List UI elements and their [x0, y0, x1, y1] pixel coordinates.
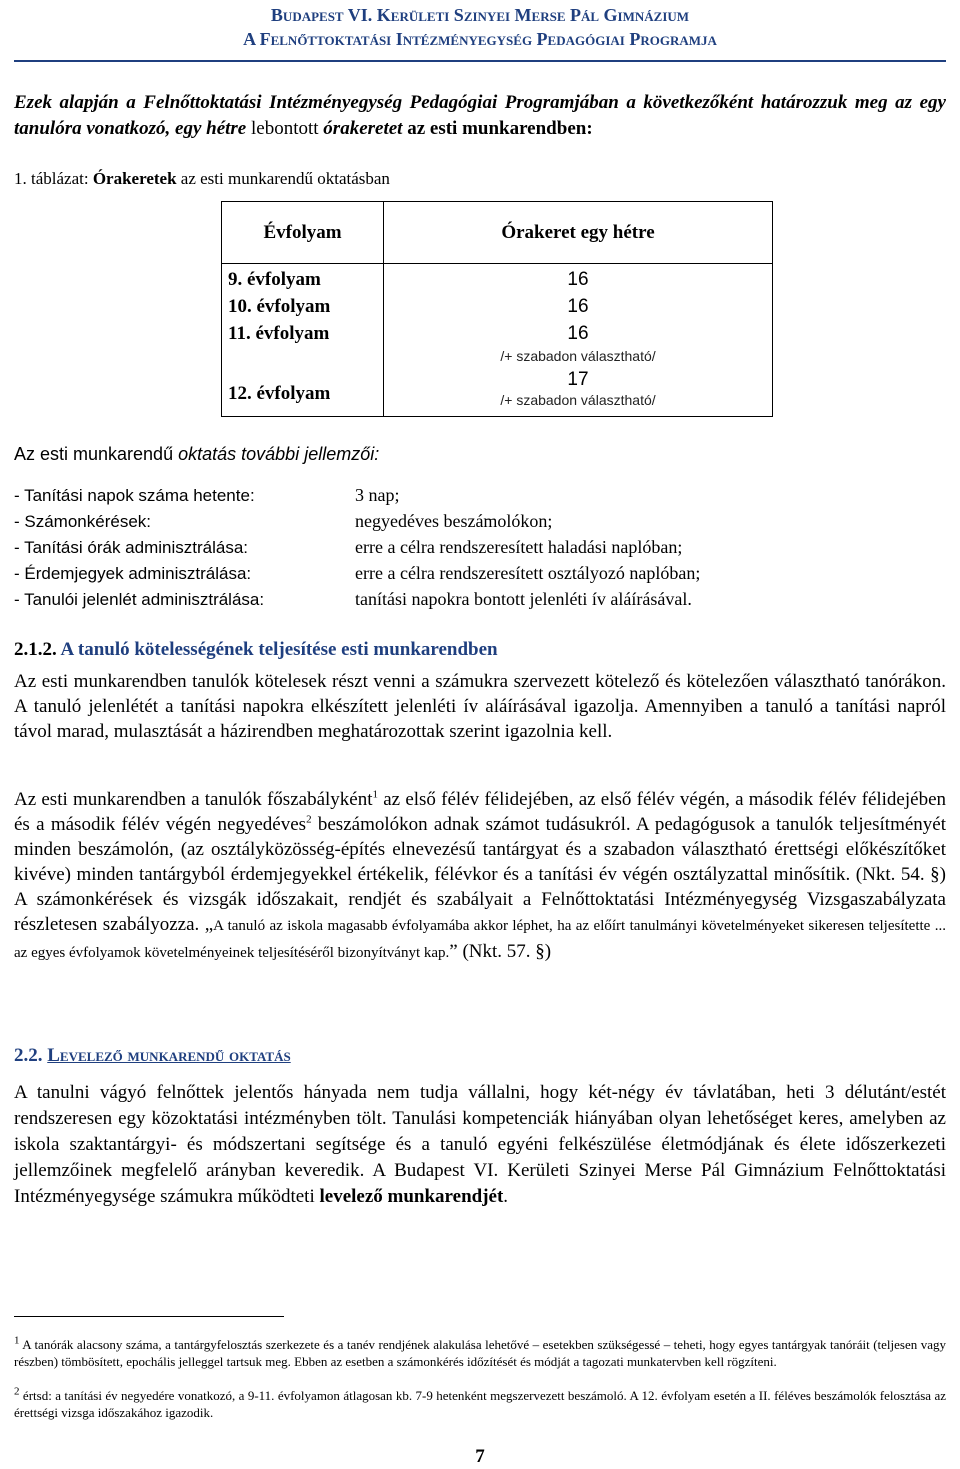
feature-value: erre a célra rendszeresített osztályozó naplóban; [355, 563, 701, 583]
hours-list [384, 264, 772, 409]
features-title-a: Az esti munkarendű [14, 444, 174, 464]
section-title: A tanuló kötelességének teljesítése esti munkarendben [60, 639, 498, 660]
table-row-hours: 16 [567, 296, 589, 317]
intro-part-1: Ezek alapján a Felnőttoktatási Intézményegység Pedagógiai Programjában a következőként határozzuk meg az egy tanulóra vonatkozó, egy hétre [14, 92, 946, 139]
table-row-grade: 10. évfolyam [228, 296, 331, 317]
footnote-1 [14, 1336, 946, 1370]
footnote-number: 2 [14, 1385, 20, 1398]
intro-part-3: órakeretet [323, 118, 403, 139]
hours-table [221, 201, 773, 417]
footnote-text: A tanórák alacsony száma, a tantárgyfelosztás szerkezete és a tanév rendjének alakulása lehetővé – esetekben szükségessé – teheti, hogy egyes tantárgyak tanóráit (teljesen vagy részben) tömbösített, epochális jelleggel tartsuk meg. Ebben az esetben a számonkérés időzítését és módját a tagozati munkatervben kell rögzíteni. [14, 1337, 946, 1369]
feature-label: - Tanulói jelenlét adminisztrálása: [14, 590, 265, 609]
feature-label: - Tanítási napok száma hetente: [14, 486, 255, 505]
footnote-text: értsd: a tanítási év negyedére vonatkozó, a 9-11. évfolyamon átlagosan kb. 7-9 hetenként megszervezett beszámoló. A 12. évfolyam esetén a II. féléves beszámolók felosztása az érettségi vizsga időszakához igazodik. [14, 1388, 947, 1420]
table-caption-bold: Órakeretek [92, 169, 177, 188]
table-header-grade: Évfolyam [222, 202, 384, 264]
feature-value: erre a célra rendszeresített haladási naplóban; [355, 537, 683, 557]
section-heading-212 [14, 639, 498, 661]
table-row-grade: 11. évfolyam [228, 323, 330, 344]
table-header-row [222, 202, 773, 264]
para2-a: Az esti munkarendben a tanulók főszabályként [14, 789, 373, 810]
paragraph-attendance: Az esti munkarendben tanulók kötelesek részt venni a számukra szervezett kötelező és kötelezően választható tanórákon. A tanuló jelenlétét a tanítási napokra elkészített jelenléti ív aláírásával igazolja. Amennyiben a tanuló a tanítási napról távol marad, mulasztását a házirendben meghatározottak szerint igazolnia kell. [14, 671, 946, 742]
header-line-1: Budapest VI. Kerületi Szinyei Merse Pál Gimnázium [270, 5, 690, 25]
features-title [14, 444, 379, 465]
intro-part-4: az esti munkarendben: [407, 118, 593, 139]
section-title: Levelező munkarendű oktatás [47, 1045, 291, 1066]
table-row-grade: 12. évfolyam [228, 383, 331, 404]
table-row-hours: 16 [567, 323, 589, 344]
table-row-hours: 16 [567, 269, 589, 290]
header-divider [14, 60, 946, 62]
features-title-b: oktatás további jellemzői: [178, 444, 380, 464]
page-number: 7 [475, 1446, 485, 1467]
footnote-2 [14, 1387, 946, 1421]
footnote-divider [14, 1316, 284, 1317]
hours-column [384, 264, 773, 417]
table-row-hours: 17 [567, 369, 589, 390]
table-caption [14, 168, 390, 190]
feature-label: - Tanítási órák adminisztrálása: [14, 538, 249, 557]
table-row-note: /+ szabadon választható/ [500, 392, 656, 408]
para2-d: ” (Nkt. 57. §) [449, 941, 552, 962]
feature-value: 3 nap; [355, 485, 400, 505]
para2-quote: A tanuló az iskola magasabb évfolyamába akkor léphet, ha az előírt tanulmányi követelményeket sikeresen teljesítette ... az egyes évfolyamok követelményeinek teljesítéséről bizonyítványt kap. [14, 918, 946, 961]
table-row-grade: 9. évfolyam [228, 269, 321, 290]
para2-b: az első félév félidejében, az első félév végén, a második félév félidejében és a második félév végén negyedéves [14, 789, 947, 835]
paragraph-assessment [14, 787, 946, 966]
table-header-hours: Órakeret egy hétre [384, 202, 773, 264]
para2-c: beszámolókon adnak számot tudásukról. A pedagógusok a tanulók teljesítményét minden beszámolón, (az osztályközösség-építés elnevezésű tantárgyat és a szabadon választható érettségi előkészítőket kivéve) minden tantárgyból érdemjegyekkel értékelik, félévkor és a tanítási év végén osztályzattal minősítik. (Nkt. 54. §) A számonkérések és vizsgák időszakait, rendjét és szabályait a Felnőttoktatási Intézményegység Vizsgaszabályzata részletesen szabályozza. „ [14, 814, 946, 935]
grade-column [222, 264, 384, 417]
footnote-ref-1[interactable]: 1 [372, 788, 378, 801]
feature-value: tanítási napokra bontott jelenléti ív aláírásával. [355, 589, 692, 609]
table-caption-prefix: 1. táblázat: [14, 169, 89, 188]
feature-label: - Számonkérések: [14, 512, 151, 531]
feature-label: - Érdemjegyek adminisztrálása: [14, 564, 252, 583]
header-line-2: A Felnőttoktatási Intézményegység Pedagógiai Programja [243, 29, 717, 49]
table-caption-rest: az esti munkarendű oktatásban [180, 169, 390, 188]
footnote-number: 1 [14, 1334, 20, 1347]
para22-bold: levelező munkarendjét [319, 1186, 504, 1207]
intro-paragraph [14, 90, 946, 142]
table-body-row [222, 264, 773, 417]
para22-a: A tanulni vágyó felnőttek jelentős hányada nem tudja vállalni, hogy két-négy év távlatában, heti 3 délutánt/estét rendszeresen egy közoktatási intézményben tölt. Tanulási kompetenciák hiányában olyan lehetőséget keres, amelyben az iskola szaktantárgyi- és módszertani segítsége és a tanuló egyéni felkészülése életmódjának és élete időszerkezeti jellemzőinek megfelelő arányban keveredik. A Budapest VI. Kerületi Szinyei Merse Pál Gimnázium Felnőttoktatási Intézményegysége számukra működteti [14, 1082, 946, 1207]
section-number: 2.1.2. [14, 639, 57, 660]
footnote-ref-2[interactable]: 2 [306, 813, 312, 826]
grade-list [228, 266, 330, 407]
table-row-note: /+ szabadon választható/ [500, 348, 656, 364]
para22-end: . [503, 1186, 509, 1207]
section-heading-22 [14, 1045, 291, 1067]
paragraph-correspondence [14, 1080, 946, 1210]
feature-value: negyedéves beszámolókon; [355, 511, 553, 531]
section-number: 2.2. [14, 1045, 43, 1066]
intro-part-2: lebontott [250, 118, 319, 139]
